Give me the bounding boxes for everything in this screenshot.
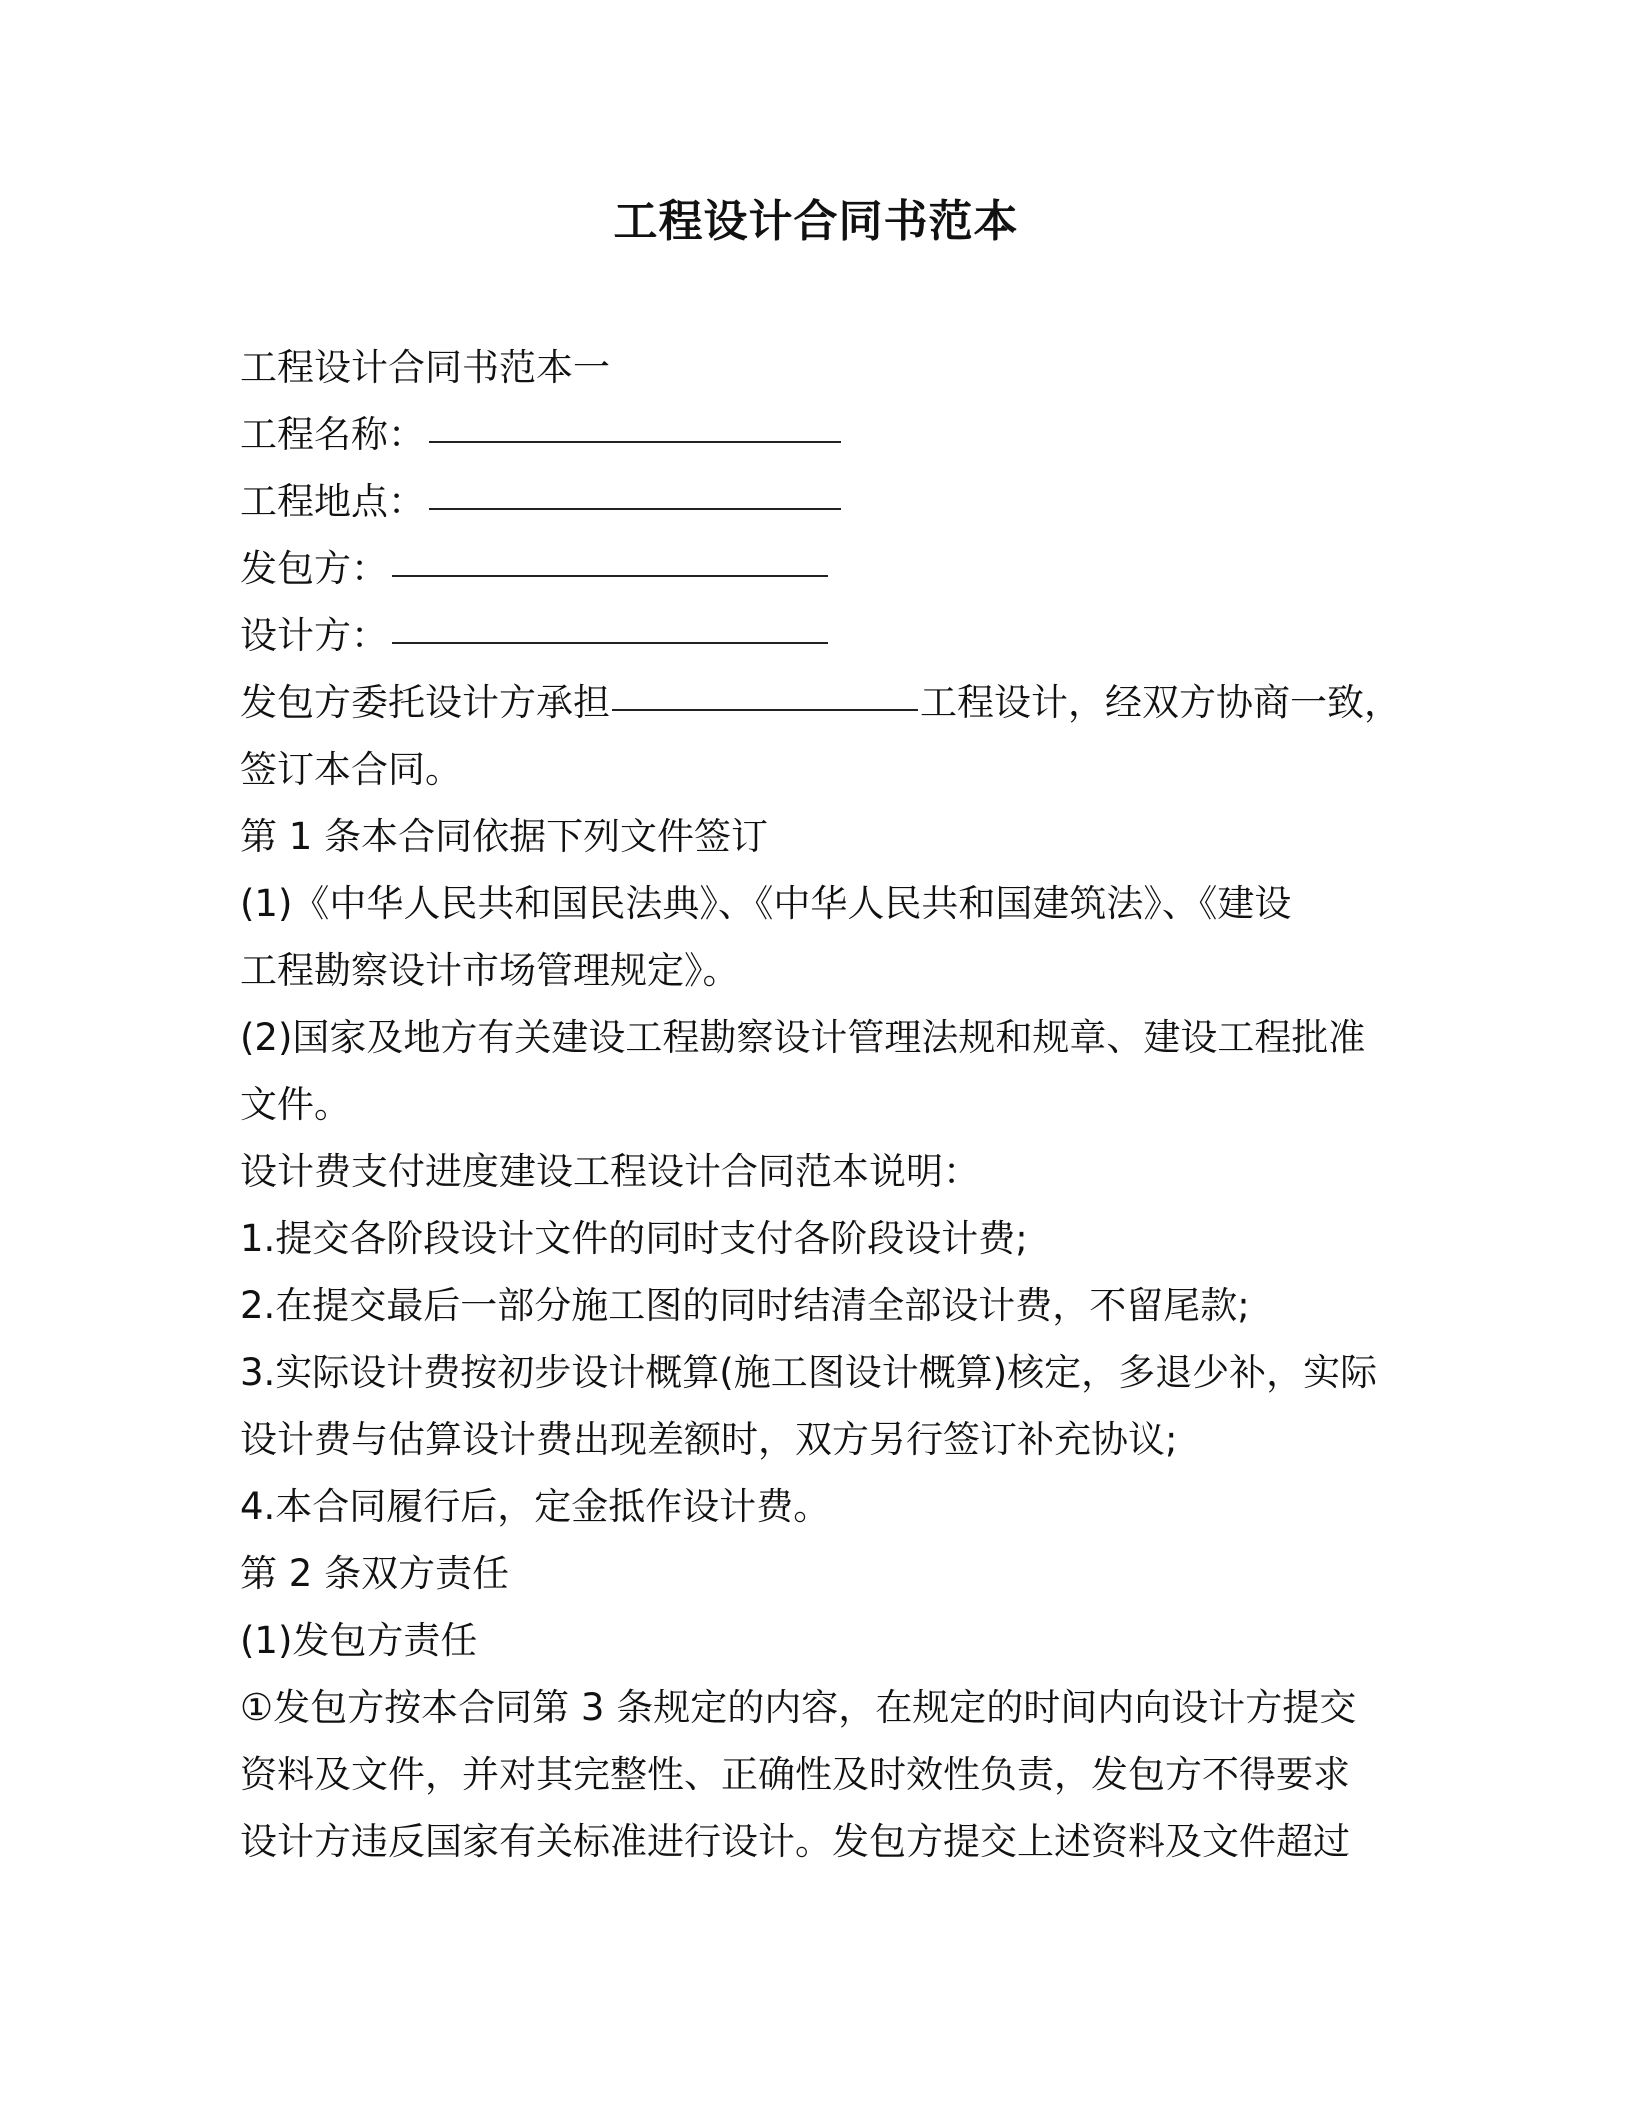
payment-item1: 1.提交各阶段设计文件的同时支付各阶段设计费; xyxy=(240,1217,1028,1260)
project-site-field xyxy=(240,468,1410,535)
document-body xyxy=(240,334,1410,1875)
article1-heading: 第 1 条本合同依据下列文件签订 xyxy=(240,815,769,858)
document-title: 工程设计合同书范本 xyxy=(613,196,1019,247)
intro-line-1 xyxy=(240,669,1410,736)
client-blank xyxy=(392,575,828,577)
project-name-label: 工程名称： xyxy=(240,413,425,456)
payment-item3-line2: 设计费与估算设计费出现差额时，双方另行签订补充协议; xyxy=(240,1418,1178,1461)
article1-item1-line1: (1)《中华人民共和国民法典》、《中华人民共和国建筑法》、《建设 xyxy=(240,882,1292,925)
intro-text-part1: 发包方委托设计方承担 xyxy=(240,681,610,724)
project-blank xyxy=(612,709,918,711)
client-label: 发包方： xyxy=(240,547,388,590)
payment-item2: 2.在提交最后一部分施工图的同时结清全部设计费，不留尾款; xyxy=(240,1284,1250,1327)
article1-item2-line1: (2)国家及地方有关建设工程勘察设计管理法规和规章、建设工程批准 xyxy=(240,1016,1366,1059)
article2-p1-line3: 设计方违反国家有关标准进行设计。发包方提交上述资料及文件超过 xyxy=(240,1820,1350,1863)
project-site-label: 工程地点： xyxy=(240,480,425,523)
project-site-blank xyxy=(429,508,841,510)
client-field xyxy=(240,535,1410,602)
intro-text-part2: 工程设计，经双方协商一致， xyxy=(920,681,1401,724)
article1-item1-line2: 工程勘察设计市场管理规定》。 xyxy=(240,949,740,992)
project-name-field xyxy=(240,401,1410,468)
payment-item4: 4.本合同履行后，定金抵作设计费。 xyxy=(240,1485,831,1528)
article1-item2-line2: 文件。 xyxy=(240,1083,351,1126)
designer-label: 设计方： xyxy=(240,614,388,657)
designer-field xyxy=(240,602,1410,669)
article2-sub1: (1)发包方责任 xyxy=(240,1619,478,1662)
payment-heading: 设计费支付进度建设工程设计合同范本说明： xyxy=(240,1150,980,1193)
article2-p1-line2: 资料及文件，并对其完整性、正确性及时效性负责，发包方不得要求 xyxy=(240,1753,1350,1796)
article2-p1-line1: ①发包方按本合同第 3 条规定的内容，在规定的时间内向设计方提交 xyxy=(240,1686,1357,1729)
project-name-blank xyxy=(429,441,841,443)
designer-blank xyxy=(392,642,828,644)
article2-heading: 第 2 条双方责任 xyxy=(240,1552,510,1595)
intro-line-2: 签订本合同。 xyxy=(240,748,462,791)
document-subtitle: 工程设计合同书范本一 xyxy=(240,346,610,389)
payment-item3-line1: 3.实际设计费按初步设计概算(施工图设计概算)核定，多退少补，实际 xyxy=(240,1351,1378,1394)
